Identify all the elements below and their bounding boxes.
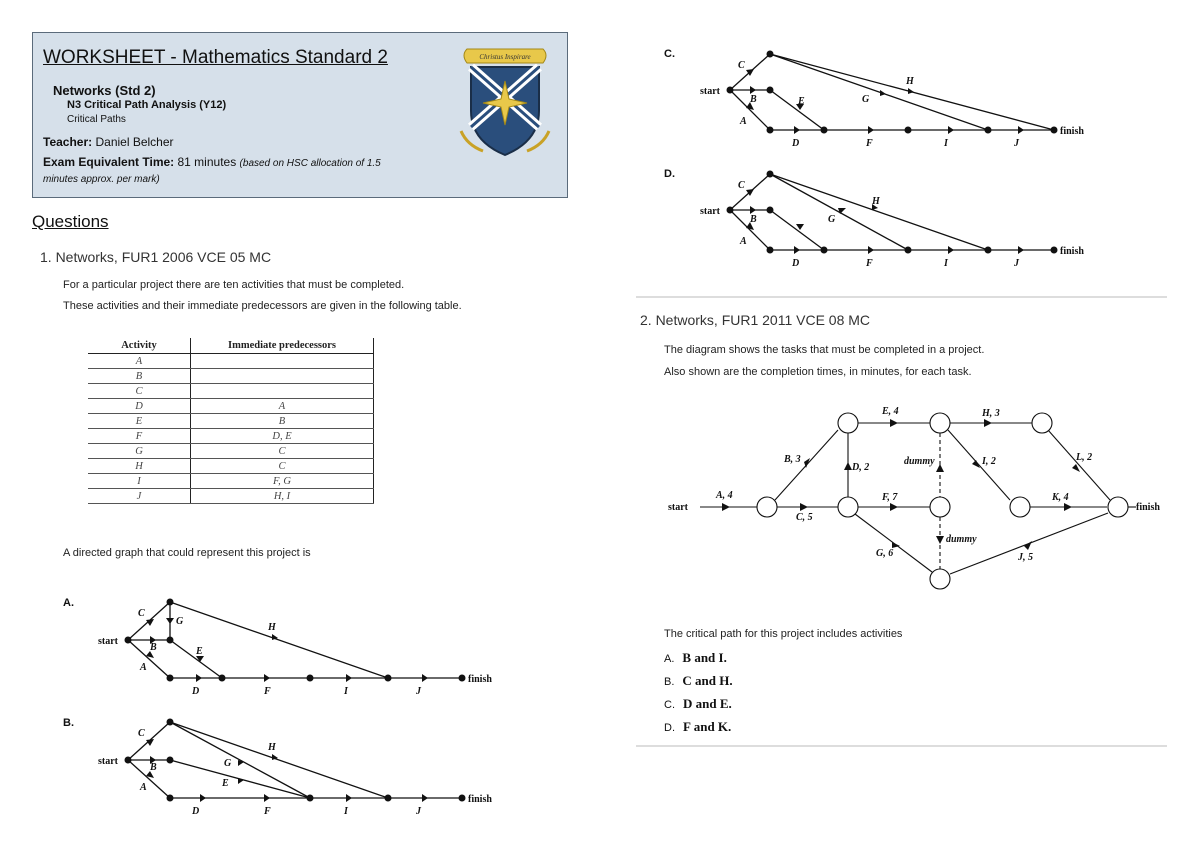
table-row: A [88,354,374,369]
col-activity: Activity [88,338,191,354]
svg-text:finish: finish [1060,126,1084,137]
topic: Networks (Std 2) [53,83,156,98]
col-predecessors: Immediate predecessors [191,338,374,354]
worksheet-title: WORKSHEET - Mathematics Standard 2 [43,47,388,68]
svg-text:start: start [668,502,688,513]
divider [636,296,1167,298]
table-row: B [88,369,374,384]
svg-text:A: A [740,116,747,127]
svg-text:I: I [344,686,348,697]
svg-text:C, 5: C, 5 [796,512,813,523]
worksheet-header [32,32,568,198]
svg-text:C: C [138,728,145,739]
svg-text:H, 3: H, 3 [982,408,1000,419]
svg-text:finish: finish [1060,246,1084,257]
svg-text:start: start [98,756,118,767]
svg-text:J: J [416,686,421,697]
table-row: I F, G [88,474,374,489]
svg-text:H: H [268,742,276,753]
svg-text:F: F [866,138,873,149]
svg-text:G: G [828,214,836,225]
svg-text:start: start [98,636,118,647]
svg-text:F: F [264,686,271,697]
q2-para2: Also shown are the completion times, in minutes, for each task. [664,366,972,378]
svg-text:E: E [798,96,805,107]
q1-para1: For a particular project there are ten activities that must be completed. [63,279,405,291]
svg-text:finish: finish [468,674,492,685]
svg-text:C: C [138,608,145,619]
option-d-label: D. [664,168,675,180]
svg-text:Christus Inspirare: Christus Inspirare [479,53,531,61]
table-row: F D, E [88,429,374,444]
svg-text:B: B [750,94,757,105]
svg-text:start: start [700,86,720,97]
svg-text:A: A [740,236,747,247]
svg-text:J, 5: J, 5 [1018,552,1033,563]
svg-text:D: D [192,686,200,697]
table-row: D A [88,399,374,414]
svg-text:D: D [192,806,200,817]
svg-text:dummy: dummy [904,456,935,467]
svg-text:I: I [944,258,948,269]
svg-text:J: J [416,806,421,817]
option-a-label: A. [63,597,74,609]
q2-option-b[interactable]: B. C and H. [664,673,733,688]
q2-option-a[interactable]: A. B and I. [664,650,727,665]
svg-text:J: J [1014,258,1019,269]
q1-heading: 1. Networks, FUR1 2006 VCE 05 MC [40,249,272,265]
graph-option-b [92,714,502,824]
svg-text:B: B [150,642,157,653]
svg-text:D: D [792,138,800,149]
q2-option-c[interactable]: C. D and E. [664,696,732,711]
svg-text:dummy: dummy [946,534,977,545]
svg-text:K, 4: K, 4 [1052,492,1069,503]
svg-text:G: G [224,758,232,769]
svg-text:H: H [906,76,914,87]
activity-table [88,338,374,504]
svg-text:E: E [196,646,203,657]
graph-option-a [92,594,502,704]
svg-text:F, 7: F, 7 [882,492,898,503]
svg-text:F: F [866,258,873,269]
svg-text:B: B [150,762,157,773]
table-row: G C [88,444,374,459]
q1-prompt: A directed graph that could represent this project is [63,547,311,559]
table-row: C [88,384,374,399]
option-c-label: C. [664,48,675,60]
school-crest-logo [453,41,557,161]
q2-heading: 2. Networks, FUR1 2011 VCE 08 MC [640,312,871,328]
teacher-name: Daniel Belcher [95,135,174,149]
subtopic: N3 Critical Path Analysis (Y12) [67,99,227,111]
option-b-label: B. [63,717,74,729]
svg-text:I: I [944,138,948,149]
project-network-diagram [660,400,1170,600]
q1-para2: These activities and their immediate predecessors are given in the following table. [63,300,462,312]
svg-text:start: start [700,206,720,217]
svg-text:finish: finish [1136,502,1160,513]
svg-text:B: B [750,214,757,225]
svg-text:H: H [872,196,880,207]
graph-option-d [694,164,1104,274]
svg-text:I, 2: I, 2 [982,456,996,467]
svg-text:E, 4: E, 4 [882,406,899,417]
svg-text:D, 2: D, 2 [852,462,870,473]
svg-text:F: F [264,806,271,817]
exam-time: Exam Equivalent Time: 81 minutes (based on HSC allocation of 1.5 minutes approx. per mark) [43,155,381,185]
table-row: J H, I [88,489,374,504]
svg-text:B, 3: B, 3 [784,454,801,465]
svg-text:G, 6: G, 6 [876,548,894,559]
svg-text:A: A [140,782,147,793]
svg-text:D: D [792,258,800,269]
q2-prompt: The critical path for this project includes activities [664,628,903,640]
svg-text:L, 2: L, 2 [1076,452,1093,463]
questions-title: Questions [32,212,109,231]
svg-text:A, 4: A, 4 [716,490,733,501]
svg-text:finish: finish [468,794,492,805]
teacher-line: Teacher: Daniel Belcher [43,135,174,149]
svg-text:H: H [268,622,276,633]
q2-option-d[interactable]: D. F and K. [664,719,732,734]
table-row: H C [88,459,374,474]
svg-text:C: C [738,60,745,71]
svg-text:I: I [344,806,348,817]
subsubtopic: Critical Paths [67,114,126,125]
svg-text:C: C [738,180,745,191]
q2-para1: The diagram shows the tasks that must be completed in a project. [664,344,985,356]
svg-text:E: E [222,778,229,789]
divider [636,745,1167,747]
table-row: E B [88,414,374,429]
svg-text:G: G [176,616,184,627]
graph-option-c [694,44,1104,154]
svg-text:A: A [140,662,147,673]
svg-text:J: J [1014,138,1019,149]
svg-text:G: G [862,94,870,105]
